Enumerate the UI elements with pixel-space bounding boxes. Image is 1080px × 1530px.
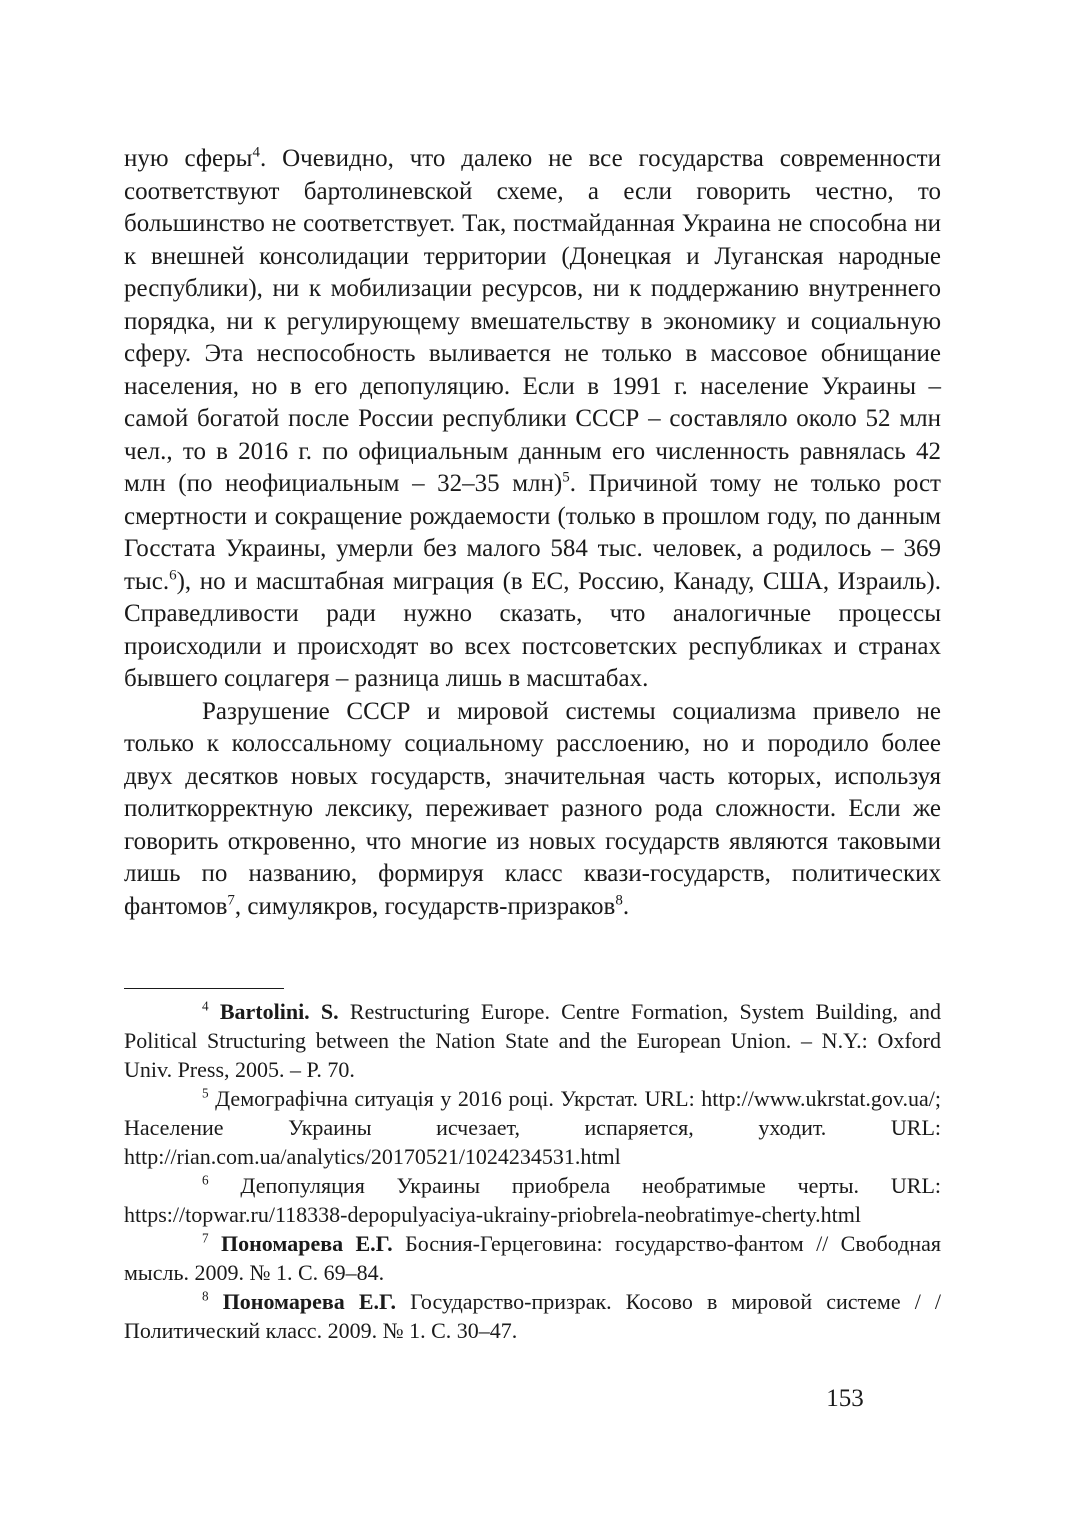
footnote-number: 5 [202, 1085, 209, 1101]
footnote-author: Пономарева Е.Г. [222, 1289, 397, 1314]
paragraph-1-text-3: . Причиной тому не только рост смертности и сокращение рождаемости (только в прошлом году, по данным Госстата Украины, умерли без малого 584 тыс. человек, а родилось – 369 тыс. [124, 470, 941, 595]
paragraph-2-text-1: Разрушение СССР и мировой системы социализма привело не только к колоссальному социальному расслоению, но и породило более двух десятков новых государств, значительная часть которых, используя политкорректную лексику, переживает разного рода сложности. Если же говорить откровенно, что многие из новых государств являются таковыми лишь по названию, формируя класс квази-государств, политических фантомов [124, 697, 941, 920]
footnote-7 [124, 1229, 941, 1287]
paragraph-1-text-1: ную сферы [124, 145, 253, 172]
footnote-8 [124, 1287, 941, 1345]
paragraph-1-text-4: ), но и масштабная миграция (в ЕС, Россию, Канаду, США, Израиль). Справедливости ради нужно сказать, что аналогичные процессы происходили и происходят во всех постсоветских республиках и странах бывшего соцлагеря – разница лишь в масштабах. [124, 567, 941, 692]
paragraph-2 [124, 696, 941, 924]
footnote-number: 6 [202, 1172, 209, 1188]
footnote-number: 8 [202, 1288, 209, 1304]
footnote-separator [124, 988, 284, 989]
footnote-text: Государство-призрак. Косово в мировой системе / / Политический класс. 2009. № 1. С. 30–47. [124, 1289, 942, 1343]
footnote-ref-8: 8 [615, 892, 623, 909]
paragraph-2-text-2: , симулякров, государств-призраков [234, 892, 616, 920]
footnote-ref-4: 4 [252, 144, 260, 161]
footnote-number: 7 [202, 1230, 209, 1246]
footnote-number: 4 [202, 998, 209, 1014]
paragraph-1 [124, 143, 941, 696]
main-text [124, 143, 941, 923]
paragraph-2-text-3: . [622, 892, 630, 920]
footnote-text: Депопуляция Украины приобрела необратимые черты. URL: https://topwar.ru/118338-depopulyaciya-ukrainy-priobrela-neobratimye-cherty.html [124, 1173, 941, 1227]
footnote-text: Restructuring Europe. Centre Formation, System Building, and Political Structuring between the Nation State and the European Union. – N.Y.: Oxford Univ. Press, 2005. – P. 70. [124, 999, 942, 1082]
footnote-text: Демографічна ситуація у 2016 році. Укрстат. URL: http://www.ukrstat.gov.ua/; Население Украины исчезает, испаряется, уходит. URL: http://rian.com.ua/analytics/20170521/1024234531.html [124, 1086, 941, 1169]
paragraph-1-text-2: . Очевидно, что далеко не все государства современности соответствуют бартолиневской схеме, а если говорить честно, то большинство не соответствует. Так, постмайданная Украина не способна ни к внешней консолидации территории (Донецкая и Луганская народные республики), ни к мобилизации ресурсов, ни к поддержанию внутреннего порядка, ни к регулирующему вмешательству в экономику и социальную сферу. Эта неспособность выливается не только в массовое обнищание населения, но в его депопуляцию. Если в 1991 г. население Украины – самой богатой после России республики СССР – составляло около 52 млн чел., то в 2016 г. по официальным данным его численность равнялась 42 млн (по неофициальным – 32–35 млн) [124, 145, 941, 497]
footnote-author: Bartolini. S. [219, 999, 339, 1024]
footnotes [124, 997, 941, 1345]
footnote-5 [124, 1084, 941, 1171]
footnote-text: Босния-Герцеговина: государство-фантом // Свободная мысль. 2009. № 1. С. 69–84. [124, 1231, 942, 1285]
footnote-ref-7: 7 [227, 892, 235, 909]
footnote-ref-6: 6 [169, 567, 177, 584]
footnote-6 [124, 1171, 941, 1229]
page-number: 153 [826, 1385, 864, 1412]
footnote-4 [124, 997, 941, 1084]
footnote-author: Пономарева Е.Г. [221, 1231, 393, 1256]
footnote-ref-5: 5 [562, 469, 570, 486]
